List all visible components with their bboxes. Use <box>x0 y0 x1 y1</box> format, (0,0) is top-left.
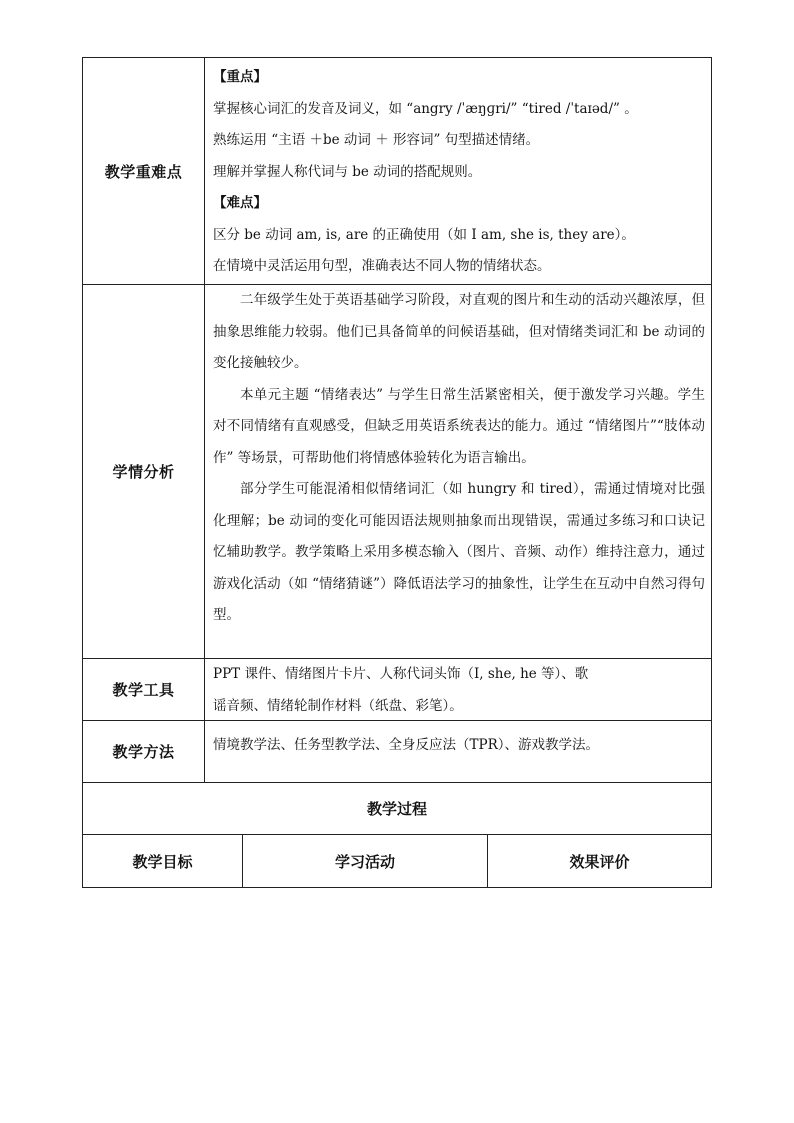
methods-label: 教学方法 <box>83 721 205 782</box>
learner-analysis-content <box>205 285 711 658</box>
header-cell-goals: 教学目标 <box>83 835 243 887</box>
difficulty-heading: 【难点】 <box>213 195 267 211</box>
key-points-row <box>82 57 712 284</box>
tools-line: 谣音频、情绪轮制作材料（纸盘、彩笔）。 <box>213 697 463 714</box>
difficulty-item: 区分 be 动词 am, is, are 的正确使用（如 I am, she is, they are）。 <box>213 226 635 243</box>
focus-item: 掌握核心词汇的发音及词义，如 “angry /ˈæŋɡri/” “tired /ˈtaɪəd/” 。 <box>213 100 638 117</box>
lesson-plan-table <box>82 57 712 888</box>
key-points-label: 教学重难点 <box>83 58 205 284</box>
process-header-row <box>82 834 712 888</box>
methods-text: 情境教学法、任务型教学法、全身反应法（TPR）、游戏教学法。 <box>213 736 600 753</box>
methods-content <box>205 721 711 782</box>
tools-content <box>205 659 711 720</box>
tools-label: 教学工具 <box>83 659 205 720</box>
header-cell-activities: 学习活动 <box>243 835 488 887</box>
analysis-paragraph: 本单元主题 “情绪表达” 与学生日常生活紧密相关，便于激发学习兴趣。学生对不同情绪有直观感受，但缺乏用英语系统表达的能力。通过 “情绪图片”“肢体动作” 等场景，可帮助他们将情感体验转化为语言输出。 <box>213 386 705 466</box>
methods-row <box>82 720 712 782</box>
header-cell-evaluation: 效果评价 <box>569 852 630 871</box>
focus-item: 熟练运用 “主语 ＋be 动词 ＋ 形容词” 句型描述情绪。 <box>213 132 540 148</box>
focus-item: 理解并掌握人称代词与 be 动词的搭配规则。 <box>213 163 482 180</box>
focus-heading: 【重点】 <box>213 69 267 85</box>
key-points-content <box>205 58 711 284</box>
learner-analysis-label: 学情分析 <box>83 285 205 658</box>
analysis-paragraph: 二年级学生处于英语基础学习阶段，对直观的图片和生动的活动兴趣浓厚，但抽象思维能力较弱。他们已具备简单的问候语基础，但对情绪类词汇和 be 动词的变化接触较少。 <box>213 292 705 371</box>
difficulty-item: 在情境中灵活运用句型，准确表达不同人物的情绪状态。 <box>213 258 551 274</box>
tools-row <box>82 658 712 720</box>
learner-analysis-row <box>82 284 712 658</box>
analysis-paragraph: 部分学生可能混淆相似情绪词汇（如 hungry 和 tired），需通过情境对比强化理解；be 动词的变化可能因语法规则抽象而出现错误，需通过多练习和口诀记忆辅助教学。教学策略上采用多模态输入（图片、音频、动作）维持注意力，通过游戏化活动（如 “情绪猜谜”）降低语法学习的抽象性，让学生在互动中自然习得句型。 <box>213 481 705 623</box>
process-title-row <box>82 782 712 834</box>
tools-line: PPT 课件、情绪图片卡片、人称代词头饰（I, she, he 等）、歌 <box>213 666 589 682</box>
process-title: 教学过程 <box>366 800 427 818</box>
